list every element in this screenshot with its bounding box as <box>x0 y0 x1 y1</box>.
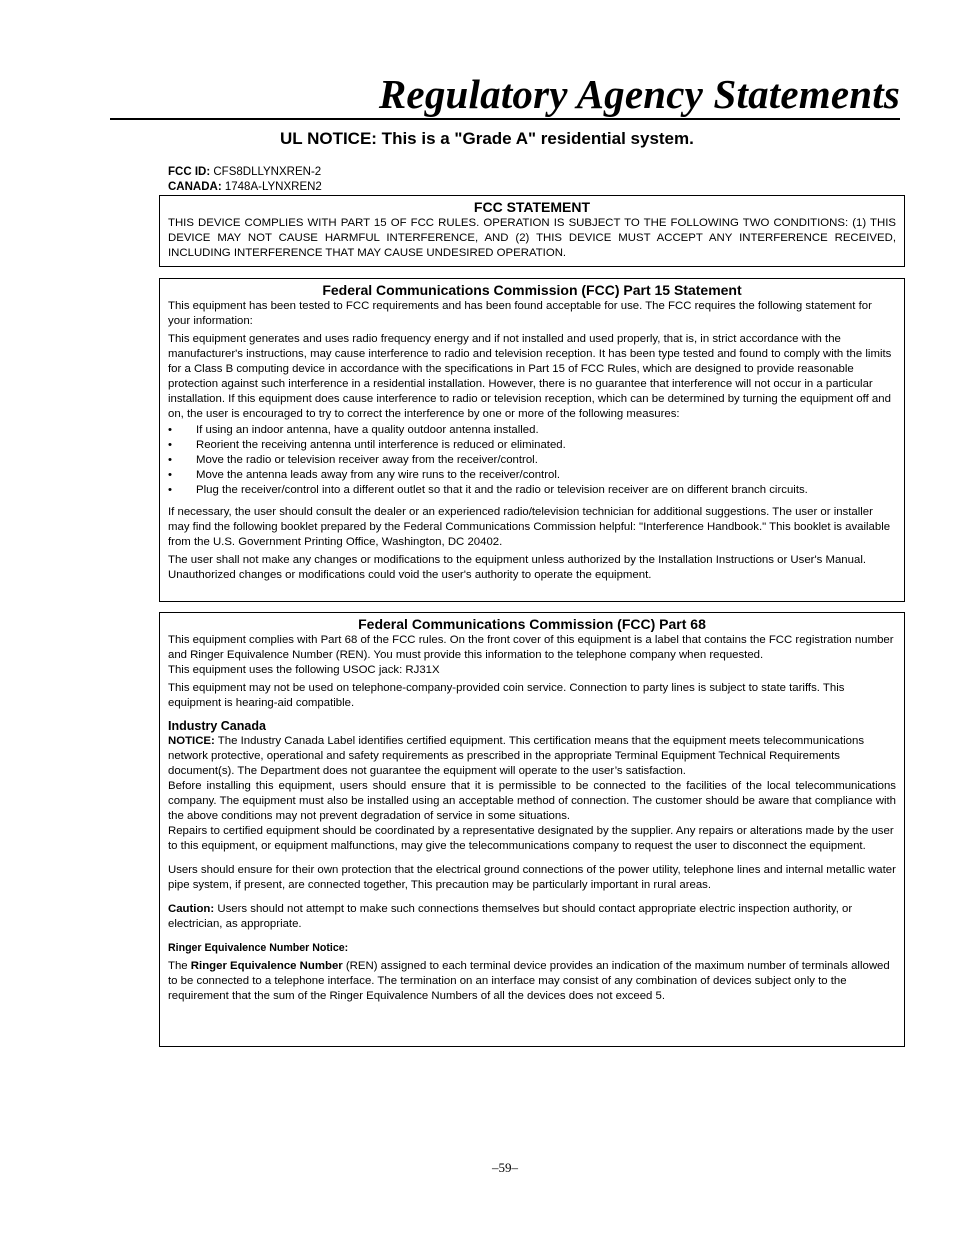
part68-p2: This equipment uses the following USOC jack: RJ31X <box>168 664 440 676</box>
fcc-statement-text: THIS DEVICE COMPLIES WITH PART 15 OF FCC RULES. OPERATION IS SUBJECT TO THE FOLLOWING TWO CONDITIONS: (1) THIS DEVICE MAY NOT CAUSE HARMFUL INTERFERENCE, AND (2) THIS DEVICE MUST ACCEPT ANY INTERFERENCE RECEIVED, INCLUDING INTERFERENCE THAT MAY CAUSE UNDESIRED OPERATION. <box>168 217 896 259</box>
caution-text: Users should not attempt to make such connections themselves but should contact appropriate electric inspection authority, or electrician, as appropriate. <box>168 903 853 930</box>
list-item-text: Reorient the receiving antenna until interference is reduced or eliminated. <box>196 439 566 451</box>
part15-body: This equipment generates and uses radio frequency energy and if not installed and used properly, that is, in strict accordance with the manufacturer's instructions, may cause interference to radio and television reception. It has been type tested and found to comply with the limits for a Class B computing device in accordance with the specifications in Part 15 of FCC Rules, which are designed to provide reasonable protection against such interference in a residential installation. However, there is no guarantee that interference will not occur in a particular installation. If this equipment does cause interference to radio or television reception, which can be determined by turning the equipment off and on, the user is encouraged to try to correct the interference by one or more of the following measures: <box>168 333 892 420</box>
part15-heading: Federal Communications Commission (FCC) Part 15 Statement <box>322 282 742 298</box>
list-item-text: Plug the receiver/control into a different outlet so that it and the radio or television receiver are on different branch circuits. <box>196 484 808 496</box>
industry-canada-repairs: Repairs to certified equipment should be coordinated by a representative designated by the supplier. Any repairs or alterations made by the user to this equipment, or equipment malfunctions, may give the telecommunications company to request the user to disconnect the equipment. <box>168 825 894 852</box>
ul-notice: UL NOTICE: This is a "Grade A" residential system. <box>280 129 694 148</box>
notice-text: The Industry Canada Label identifies certified equipment. This certification means that the equipment meets telecommunications network protective, operational and safety requirements as prescribed in the appropriate Terminal Equipment Technical Requirements document(s). The Department does not guarantee the equipment will operate to the user’s satisfaction. <box>168 735 865 777</box>
fcc-statement-heading: FCC STATEMENT <box>473 199 591 215</box>
list-item <box>168 453 896 468</box>
ren-notice-heading: Ringer Equivalence Number Notice: <box>168 942 349 954</box>
industry-canada-before: Before installing this equipment, users should ensure that it is permissible to be connected to the facilities of the local telecommunications company. The equipment must also be installed using an acceptable method of connection. The customer should be aware that compliance with the above conditions may not prevent degradation of service in some situations. <box>168 780 896 822</box>
canada-id-line <box>168 180 322 195</box>
page-title: Regulatory Agency Statements <box>378 71 900 117</box>
industry-canada-notice <box>168 734 896 779</box>
industry-canada-heading: Industry Canada <box>168 719 266 733</box>
caution-paragraph <box>168 902 896 932</box>
list-item-text: If using an indoor antenna, have a quality outdoor antenna installed. <box>196 424 539 436</box>
list-item-text: Move the radio or television receiver away from the receiver/control. <box>196 454 538 466</box>
ren-bold-term: Ringer Equivalence Number <box>190 960 343 972</box>
list-item-text: Move the antenna leads away from any wire runs to the receiver/control. <box>196 469 561 481</box>
ren-text: (REN) assigned to each terminal device provides an indication of the maximum number of terminals allowed to be connected to a telephone interface. The termination on an interface may consist of any combination of devices subject only to the requirement that the sum of the Ringer Equivalence Numbers of all the devices does not exceed 5. <box>168 960 890 1002</box>
ren-paragraph <box>168 959 896 1004</box>
fcc-id-value: CFS8DLLYNXREN-2 <box>213 166 322 178</box>
bullet-glyph: • <box>168 439 172 451</box>
part15-changes: The user shall not make any changes or modifications to the equipment unless authorized by the Installation Instructions or User's Manual. Unauthorized changes or modifications could void the user's authority to operate the equipment. <box>168 554 867 581</box>
part15-measures-list <box>168 423 896 498</box>
canada-id-label: CANADA: <box>168 180 222 193</box>
fcc-statement-box <box>159 195 905 267</box>
page-number: –59– <box>492 1160 518 1175</box>
part68-p3: This equipment may not be used on telephone-company-provided coin service. Connection to party lines is subject to state tariffs. This equipment is hearing-aid compatible. <box>168 682 845 709</box>
canada-id-value: 1748A-LYNXREN2 <box>224 180 322 193</box>
fcc-id-label: FCC ID: <box>168 166 211 178</box>
list-item <box>168 423 896 438</box>
bullet-glyph: • <box>168 424 172 436</box>
industry-canada-ground: Users should ensure for their own protection that the electrical ground connections of the power utility, telephone lines and internal metallic water pipe system, if present, are connected together, This precaution may be particularly important in rural areas. <box>168 864 896 891</box>
device-ids <box>168 165 322 194</box>
fcc-id-line <box>168 165 322 180</box>
bullet-glyph: • <box>168 469 172 481</box>
part68-p1: This equipment complies with Part 68 of the FCC rules. On the front cover of this equipment is a label that contains the FCC registration number and Ringer Equivalence Number (REN). You must provide this information to the telephone company when requested. <box>168 634 894 661</box>
part68-heading: Federal Communications Commission (FCC) Part 68 <box>358 616 706 632</box>
list-item <box>168 468 896 483</box>
ren-the: The <box>168 960 191 972</box>
part15-consult: If necessary, the user should consult the dealer or an experienced radio/television technician for additional suggestions. The user or installer may find the following booklet prepared by the Federal Communications Commission helpful: "Interference Handbook." This booklet is available from the U.S. Government Printing Office, Washington, DC 20402. <box>168 506 891 548</box>
bullet-glyph: • <box>168 454 172 466</box>
list-item <box>168 438 896 453</box>
part15-intro: This equipment has been tested to FCC requirements and has been found acceptable for use. The FCC requires the following statement for your information: <box>168 300 872 327</box>
bullet-glyph: • <box>168 484 172 496</box>
notice-label: NOTICE: <box>168 735 215 747</box>
title-rule <box>110 118 900 120</box>
caution-label: Caution: <box>168 903 215 915</box>
list-item <box>168 483 896 498</box>
part15-box <box>159 278 905 602</box>
part68-box <box>159 612 905 1047</box>
